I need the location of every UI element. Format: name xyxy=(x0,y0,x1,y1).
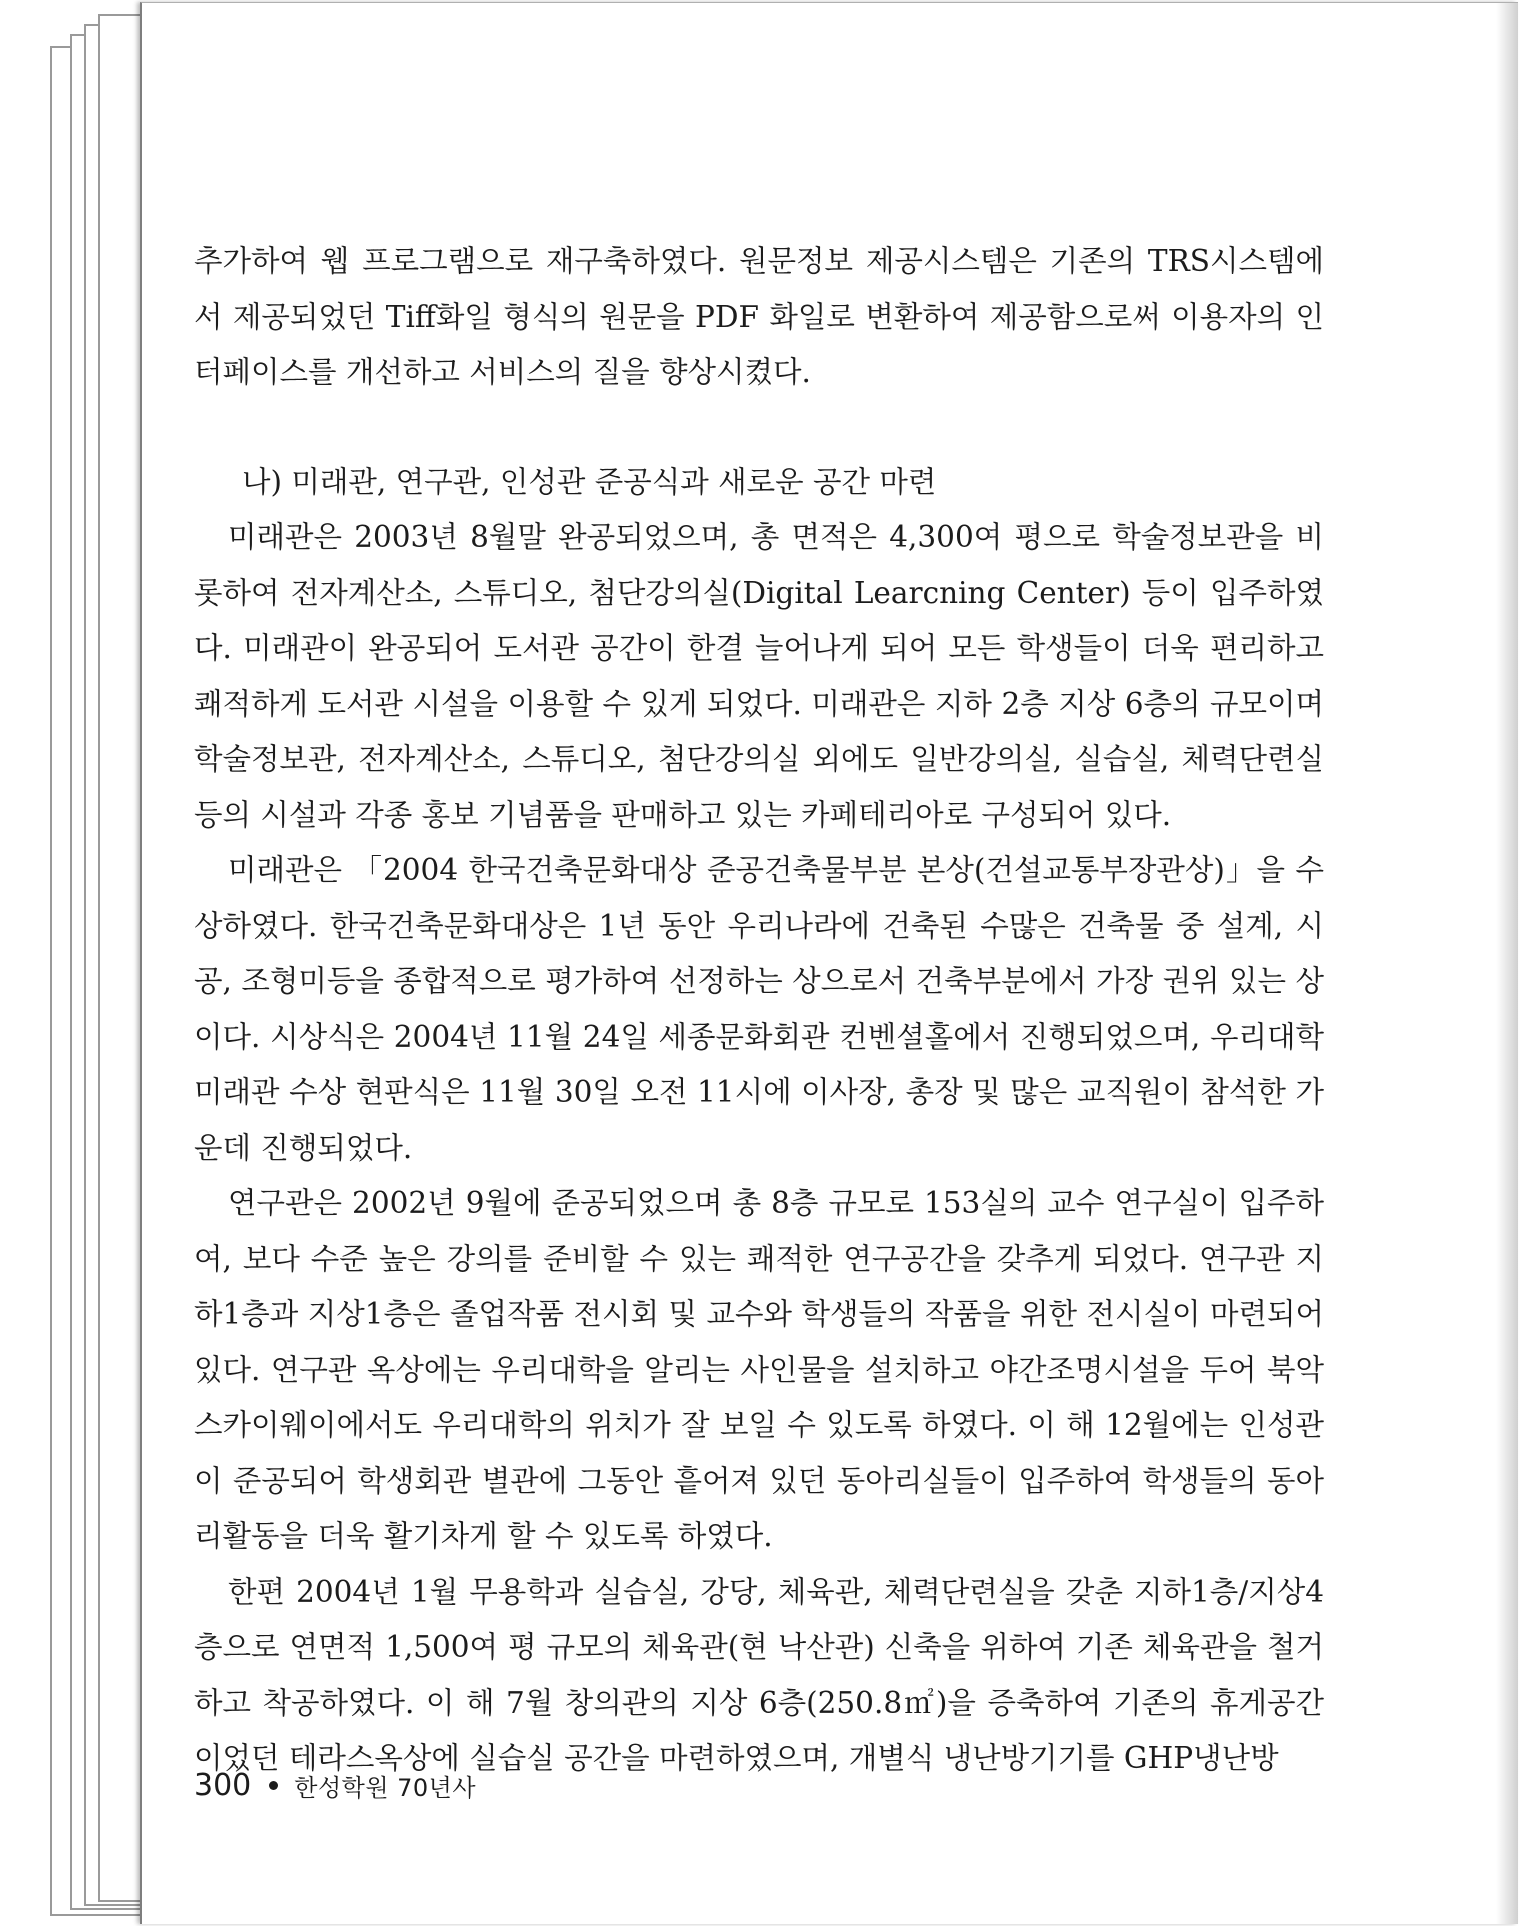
paragraph-mirae-hall: 미래관은 2003년 8월말 완공되었으며, 총 면적은 4,300여 평으로 학술정보관을 비롯하여 전자계산소, 스튜디오, 첨단강의실(Digital Learcning Center) 등이 입주하였다. 미래관이 완공되어 도서관 공간이 한결 늘어나게 되어 모든 학생들이 더욱 편리하고 쾌적하게 도서관 시설을 이용할 수 있게 되었다. 미래관은 지하 2층 지상 6층의 규모이며 학술정보관, 전자계산소, 스튜디오, 첨단강의실 외에도 일반강의실, 실습실, 체력단련실 등의 시설과 각종 홍보 기념품을 판매하고 있는 카페테리아로 구성되어 있다. xyxy=(194,520,1324,832)
section-heading: 나) 미래관, 연구관, 인성관 준공식과 새로운 공간 마련 xyxy=(242,464,937,499)
bullet-icon xyxy=(269,1781,278,1790)
page-footer xyxy=(194,1768,476,1803)
book-title: 한성학원 70년사 xyxy=(294,1774,477,1802)
paragraph-gymnasium: 한편 2004년 1월 무용학과 실습실, 강당, 체육관, 체력단련실을 갖춘 지하1층/지상4층으로 연면적 1,500여 평 규모의 체육관(현 낙산관) 신축을 위하여 기존 체육관을 철거하고 착공하였다. 이 해 7월 창의관의 지상 6층(250.8㎡)을 증축하여 기존의 휴게공간이었던 테라스옥상에 실습실 공간을 마련하였으며, 개별식 냉난방기기를 GHP냉난방 xyxy=(194,1574,1324,1775)
page-edge-shadow xyxy=(1496,3,1518,1924)
paragraph-intro: 추가하여 웹 프로그램으로 재구축하였다. 원문정보 제공시스템은 기존의 TRS시스템에서 제공되었던 Tiff화일 형식의 원문을 PDF 화일로 변환하여 제공함으로써 이용자의 인터페이스를 개선하고 서비스의 질을 향상시켰다. xyxy=(194,244,1324,389)
page-number: 300 xyxy=(194,1768,252,1803)
page-body xyxy=(194,234,1324,1787)
paragraph-research-hall: 연구관은 2002년 9월에 준공되었으며 총 8층 규모로 153실의 교수 연구실이 입주하여, 보다 수준 높은 강의를 준비할 수 있는 쾌적한 연구공간을 갖추게 되었다. 연구관 지하1층과 지상1층은 졸업작품 전시회 및 교수와 학생들의 작품을 위한 전시실이 마련되어 있다. 연구관 옥상에는 우리대학을 알리는 사인물을 설치하고 야간조명시설을 두어 북악스카이웨이에서도 우리대학의 위치가 잘 보일 수 있도록 하였다. 이 해 12월에는 인성관이 준공되어 학생회관 별관에 그동안 흩어져 있던 동아리실들이 입주하여 학생들의 동아리활동을 더욱 활기차게 할 수 있도록 하였다. xyxy=(194,1186,1324,1553)
paragraph-architecture-award: 미래관은 「2004 한국건축문화대상 준공건축물부분 본상(건설교통부장관상)」을 수상하였다. 한국건축문화대상은 1년 동안 우리나라에 건축된 수많은 건축물 중 설계, 시공, 조형미등을 종합적으로 평가하여 선정하는 상으로서 건축부분에서 가장 권위 있는 상이다. 시상식은 2004년 11월 24일 세종문화회관 컨벤셜홀에서 진행되었으며, 우리대학 미래관 수상 현판식은 11월 30일 오전 11시에 이사장, 총장 및 많은 교직원이 참석한 가운데 진행되었다. xyxy=(194,853,1324,1165)
